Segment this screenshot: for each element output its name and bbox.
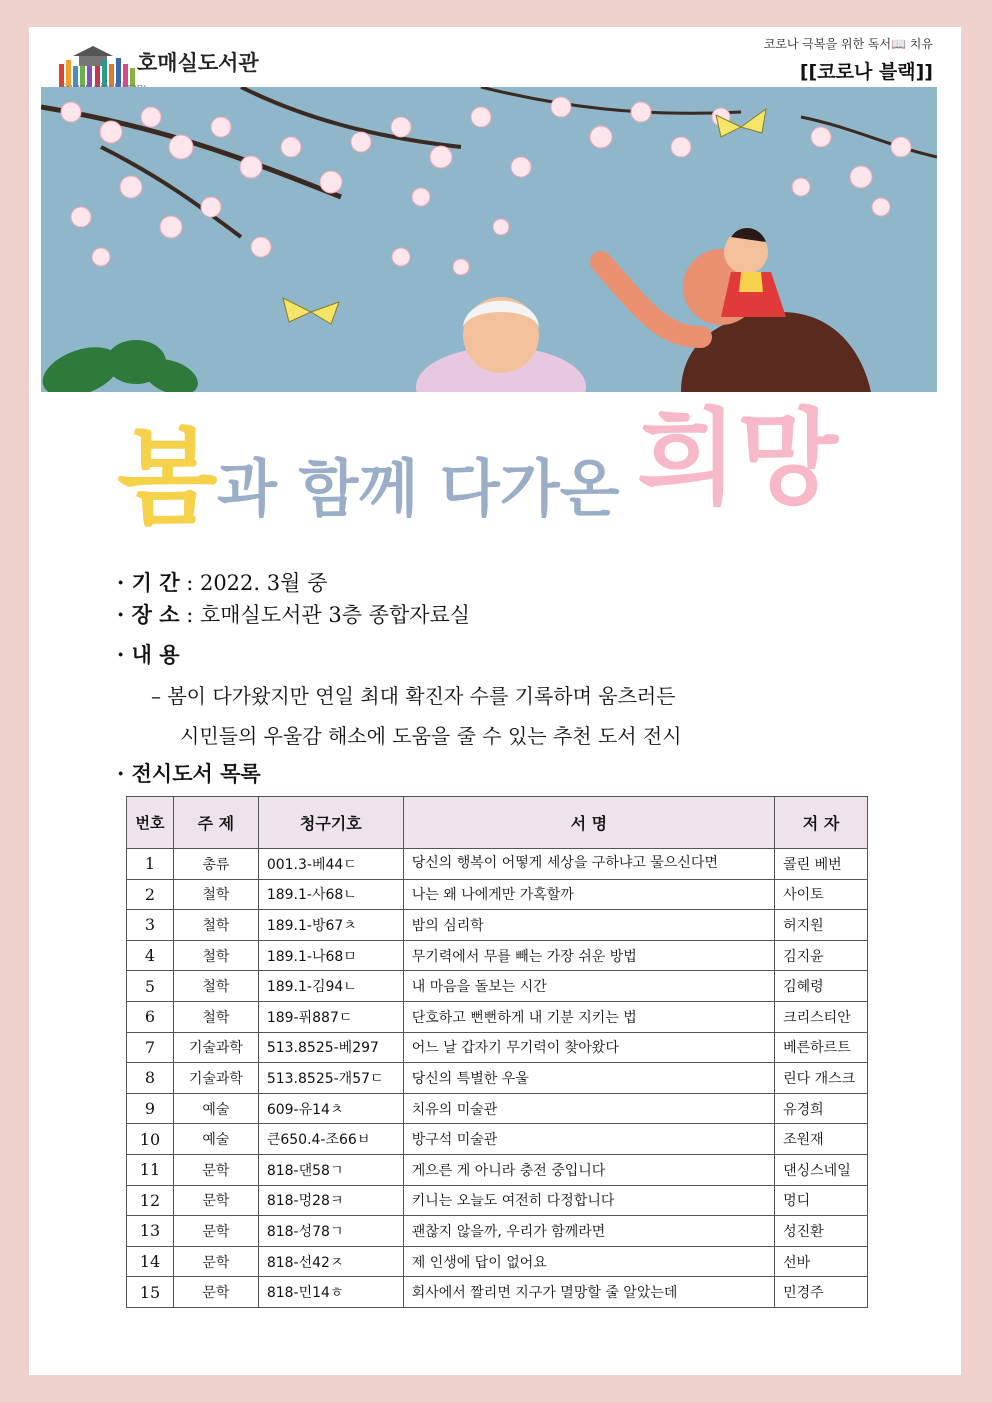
- header-number: 번호: [127, 797, 174, 849]
- document-page: [29, 27, 961, 1375]
- row-call-number: 513.8525-베297: [258, 1032, 403, 1063]
- place-label: · 장 소: [117, 602, 180, 627]
- period-label: · 기 간: [117, 570, 180, 595]
- row-number: 12: [127, 1185, 174, 1216]
- header-subject: 주 제: [173, 797, 258, 849]
- header-author: 저 자: [775, 797, 868, 849]
- content-line: [117, 639, 180, 669]
- campaign-tagline: 코로나 극복을 위한 독서📖 치유: [763, 37, 933, 51]
- row-subject: 철학: [173, 910, 258, 941]
- table-row: [127, 940, 868, 971]
- row-author: 김지윤: [775, 940, 868, 971]
- row-subject: 기술과학: [173, 1063, 258, 1094]
- table-row: [127, 1154, 868, 1185]
- row-title: 당신의 특별한 우울: [403, 1063, 774, 1094]
- row-number: 8: [127, 1063, 174, 1094]
- table-row: [127, 971, 868, 1002]
- book-list-table: [126, 796, 868, 1308]
- list-heading: [117, 758, 261, 788]
- row-call-number: 189-퓌887ㄷ: [258, 1001, 403, 1032]
- row-title: 제 인생에 답이 없어요: [403, 1246, 774, 1277]
- row-number: 6: [127, 1001, 174, 1032]
- row-call-number: 818-댄58ㄱ: [258, 1154, 403, 1185]
- table-body: [127, 849, 868, 1308]
- period-line: [117, 567, 327, 597]
- content-text-2: 시민들의 우울감 해소에 도움을 줄 수 있는 추천 도서 전시: [180, 724, 682, 748]
- row-call-number: 818-민14ㅎ: [258, 1277, 403, 1308]
- table-row: [127, 879, 868, 910]
- row-call-number: 189.1-나68ㅁ: [258, 940, 403, 971]
- row-author: 선바: [775, 1246, 868, 1277]
- row-author: 댄싱스네일: [775, 1154, 868, 1185]
- row-title: 밤의 심리학: [403, 910, 774, 941]
- spring-banner-illustration: [41, 87, 937, 392]
- row-call-number: 001.3-베44ㄷ: [258, 849, 403, 880]
- period-value: : 2022. 3월 중: [186, 571, 328, 595]
- event-title: [29, 402, 961, 532]
- row-subject: 철학: [173, 971, 258, 1002]
- row-call-number: 189.1-김94ㄴ: [258, 971, 403, 1002]
- table-row: [127, 1001, 868, 1032]
- header-title: 서 명: [403, 797, 774, 849]
- row-author: 민경주: [775, 1277, 868, 1308]
- row-number: 7: [127, 1032, 174, 1063]
- row-subject: 기술과학: [173, 1032, 258, 1063]
- title-part-hope: 희망: [637, 402, 838, 519]
- row-call-number: 189.1-방67ㅊ: [258, 910, 403, 941]
- table-row: [127, 910, 868, 941]
- row-subject: 문학: [173, 1185, 258, 1216]
- title-part-middle: 과 함께 다가온: [217, 452, 620, 525]
- row-call-number: 818-멍28ㅋ: [258, 1185, 403, 1216]
- row-subject: 예술: [173, 1124, 258, 1155]
- row-title: 방구석 미술관: [403, 1124, 774, 1155]
- row-title: 치유의 미술관: [403, 1093, 774, 1124]
- row-title: 당신의 행복이 어떻게 세상을 구하냐고 물으신다면: [403, 849, 774, 880]
- row-title: 무기력에서 무를 빼는 가장 쉬운 방법: [403, 940, 774, 971]
- row-number: 1: [127, 849, 174, 880]
- row-title: 나는 왜 나에게만 가혹할까: [403, 879, 774, 910]
- row-subject: 철학: [173, 1001, 258, 1032]
- row-author: 콜린 베번: [775, 849, 868, 880]
- table-row: [127, 849, 868, 880]
- row-author: 멍디: [775, 1185, 868, 1216]
- row-call-number: 513.8525-개57ㄷ: [258, 1063, 403, 1094]
- row-title: 회사에서 짤리면 지구가 멸망할 줄 알았는데: [403, 1277, 774, 1308]
- title-part-spring: 봄: [117, 417, 218, 532]
- content-text-1: – 봄이 다가왔지만 연일 최대 확진자 수를 기록하며 움츠러든: [151, 684, 676, 708]
- row-subject: 문학: [173, 1277, 258, 1308]
- row-title: 게으른 게 아니라 충전 중입니다: [403, 1154, 774, 1185]
- list-label: · 전시도서 목록: [117, 761, 261, 786]
- row-author: 린다 개스크: [775, 1063, 868, 1094]
- row-number: 2: [127, 879, 174, 910]
- row-subject: 예술: [173, 1093, 258, 1124]
- table-row: [127, 1246, 868, 1277]
- row-author: 허지원: [775, 910, 868, 941]
- row-call-number: 609-유14ㅊ: [258, 1093, 403, 1124]
- campaign-badge: [[코로나 블랙]]: [799, 61, 933, 83]
- row-title: 괜찮지 않을까, 우리가 함께라면: [403, 1216, 774, 1247]
- row-author: 크리스티안: [775, 1001, 868, 1032]
- row-author: 조원재: [775, 1124, 868, 1155]
- row-call-number: 큰650.4-조66ㅂ: [258, 1124, 403, 1155]
- row-number: 11: [127, 1154, 174, 1185]
- row-title: 단호하고 뻔뻔하게 내 기분 지키는 법: [403, 1001, 774, 1032]
- place-value: : 호매실도서관 3층 종합자료실: [186, 603, 471, 627]
- row-subject: 문학: [173, 1216, 258, 1247]
- table-row: [127, 1185, 868, 1216]
- library-name: 호매실도서관: [137, 51, 259, 75]
- row-author: 유경희: [775, 1093, 868, 1124]
- row-number: 15: [127, 1277, 174, 1308]
- content-label: · 내 용: [117, 642, 180, 667]
- row-subject: 총류: [173, 849, 258, 880]
- row-title: 내 마음을 돌보는 시간: [403, 971, 774, 1002]
- row-number: 3: [127, 910, 174, 941]
- row-author: 김혜령: [775, 971, 868, 1002]
- row-author: 베른하르트: [775, 1032, 868, 1063]
- header-call-number: 청구기호: [258, 797, 403, 849]
- table-row: [127, 1124, 868, 1155]
- table-row: [127, 1032, 868, 1063]
- row-call-number: 818-선42ㅈ: [258, 1246, 403, 1277]
- row-subject: 철학: [173, 879, 258, 910]
- row-number: 4: [127, 940, 174, 971]
- table-row: [127, 1093, 868, 1124]
- table-row: [127, 1216, 868, 1247]
- row-number: 5: [127, 971, 174, 1002]
- place-line: [117, 599, 470, 629]
- table-row: [127, 1063, 868, 1094]
- row-number: 13: [127, 1216, 174, 1247]
- row-number: 14: [127, 1246, 174, 1277]
- table-row: [127, 1277, 868, 1308]
- row-subject: 문학: [173, 1246, 258, 1277]
- row-subject: 철학: [173, 940, 258, 971]
- table-header-row: [127, 797, 868, 849]
- row-title: 키니는 오늘도 여전히 다정합니다: [403, 1185, 774, 1216]
- row-author: 성진환: [775, 1216, 868, 1247]
- row-number: 9: [127, 1093, 174, 1124]
- row-call-number: 189.1-사68ㄴ: [258, 879, 403, 910]
- row-call-number: 818-성78ㄱ: [258, 1216, 403, 1247]
- row-title: 어느 날 갑자기 무기력이 찾아왔다: [403, 1032, 774, 1063]
- row-author: 사이토: [775, 879, 868, 910]
- row-subject: 문학: [173, 1154, 258, 1185]
- row-number: 10: [127, 1124, 174, 1155]
